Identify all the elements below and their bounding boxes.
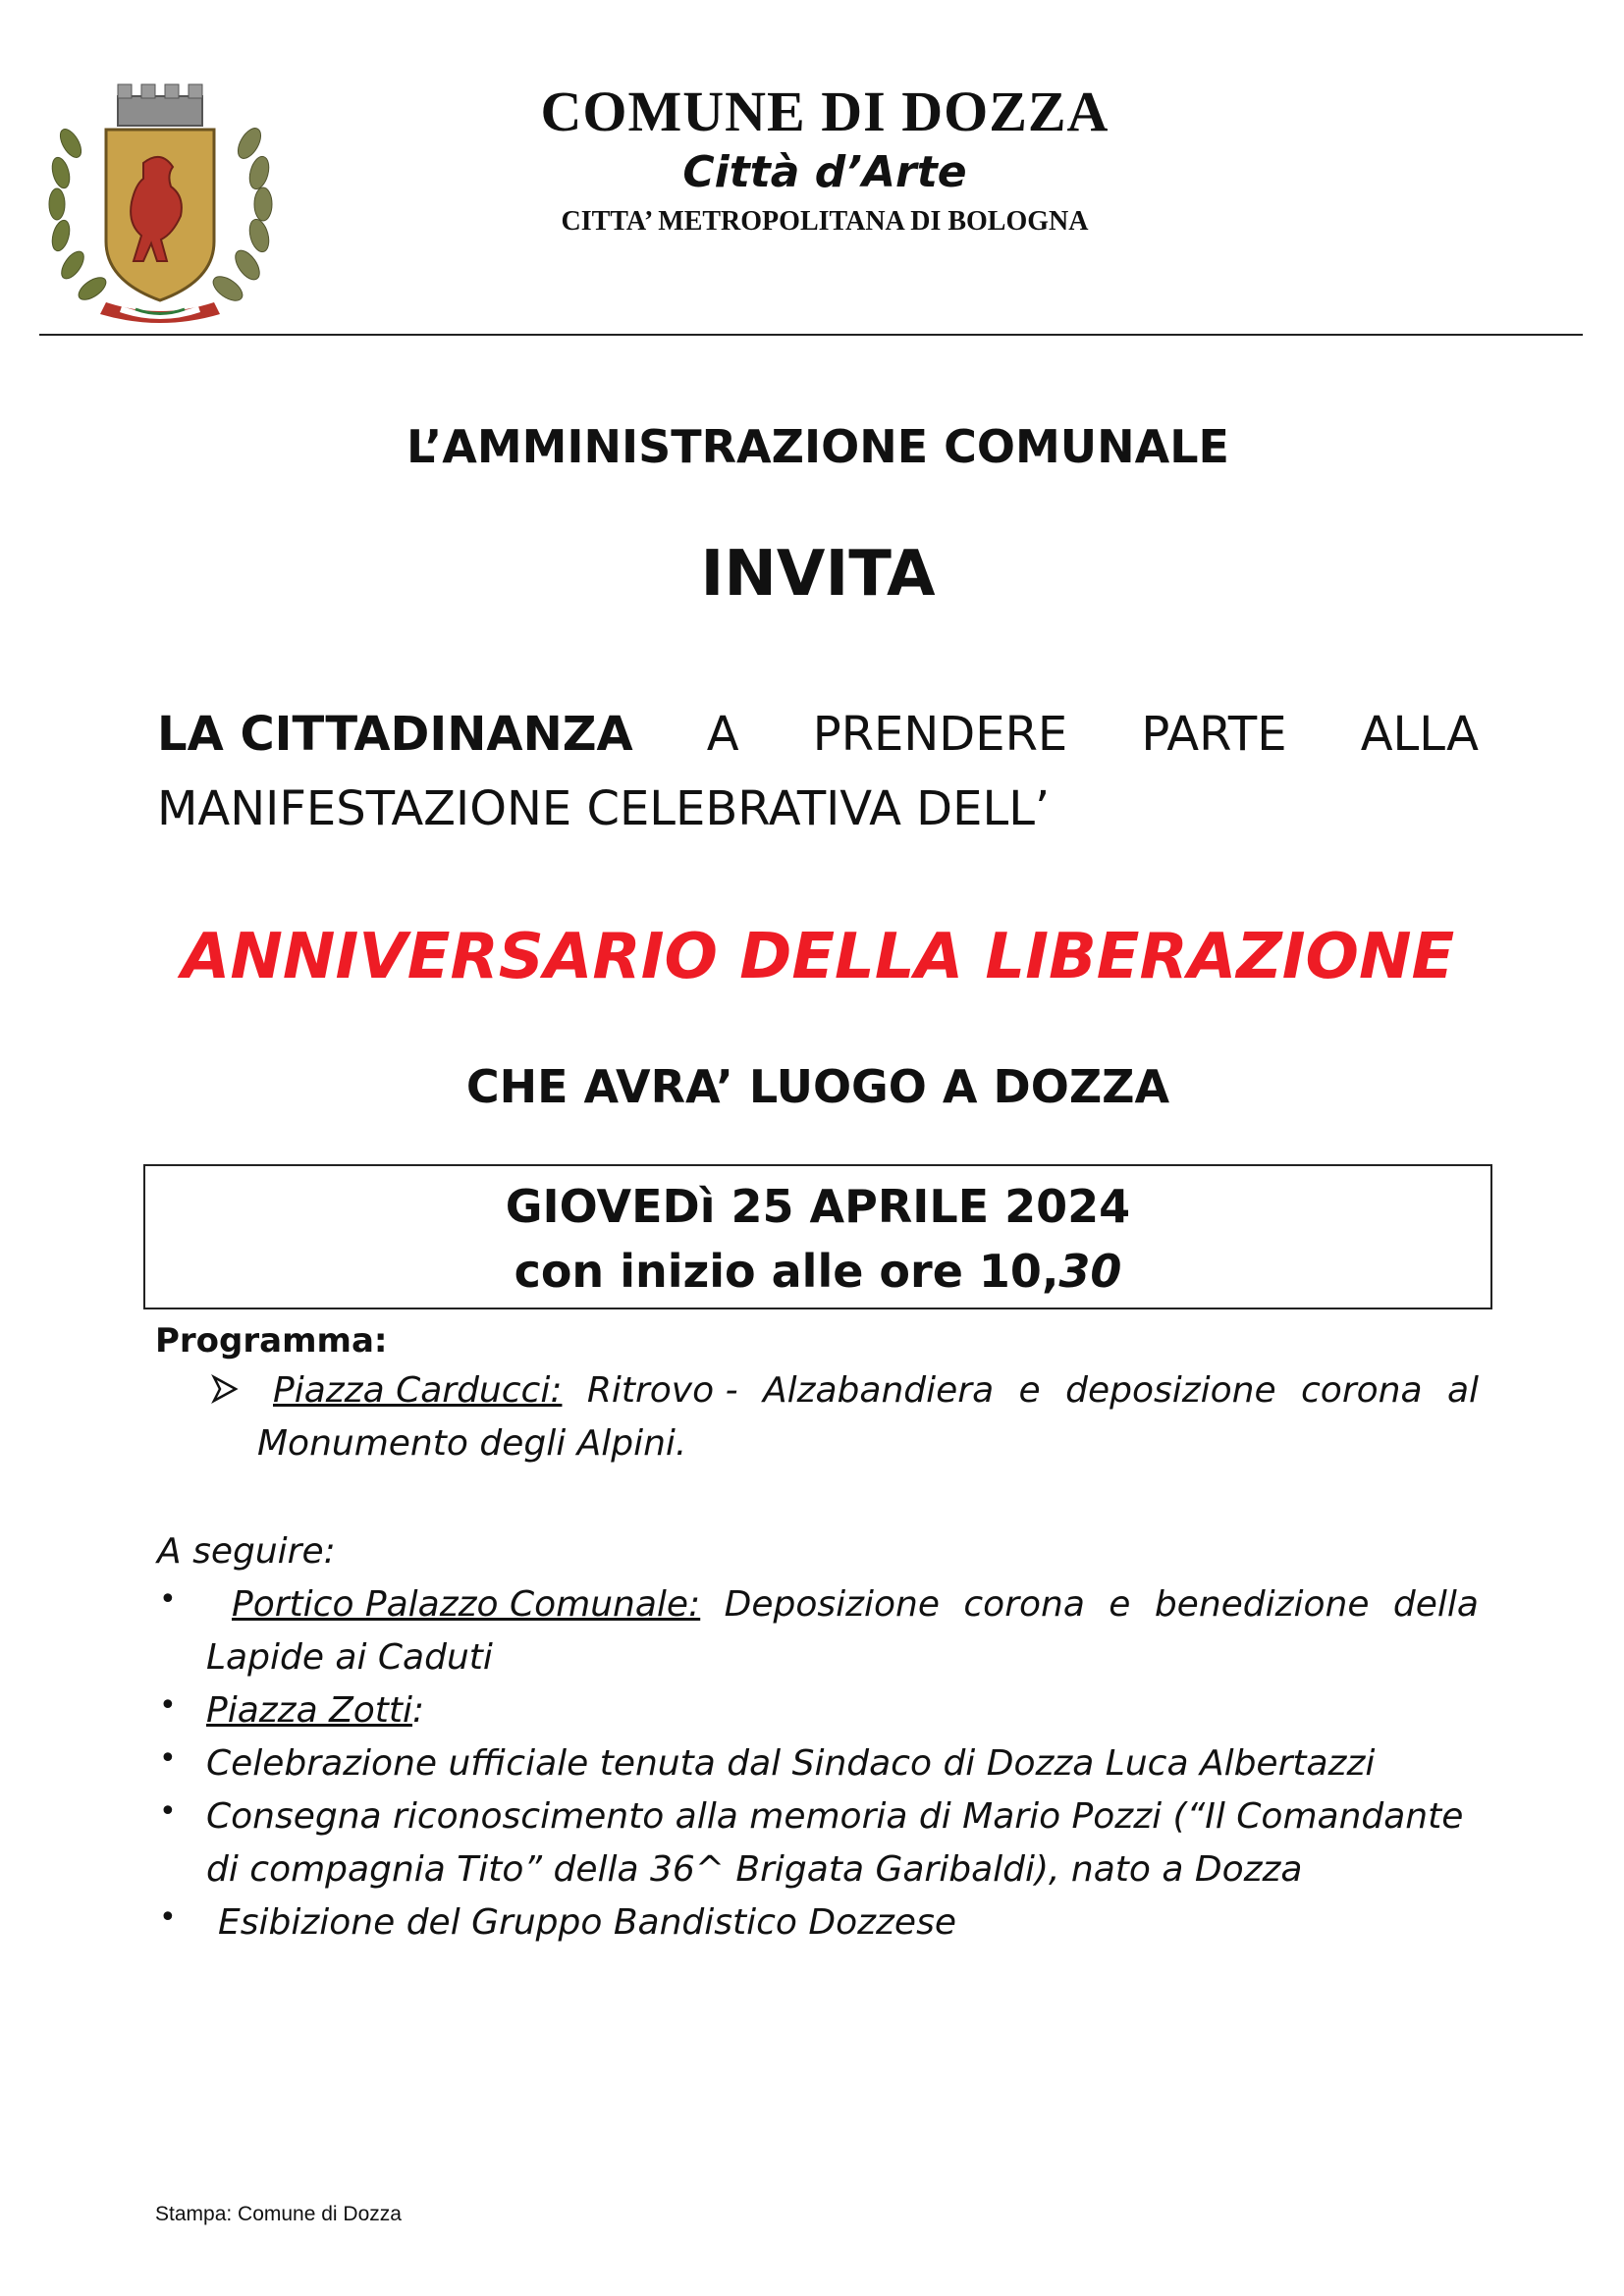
bullet-icon: • bbox=[159, 1900, 177, 1935]
coat-of-arms-logo bbox=[37, 75, 283, 330]
program-item-consegna: Consegna riconoscimento alla memoria di Mario Pozzi (“Il Comandante bbox=[206, 1796, 1464, 1837]
place-name: Portico Palazzo Comunale: bbox=[232, 1584, 701, 1625]
header-divider bbox=[39, 334, 1583, 336]
program-item-carducci-line2: Monumento degli Alpini. bbox=[257, 1423, 687, 1464]
invitation-word: PRENDERE bbox=[812, 707, 1068, 762]
program-item-zotti bbox=[206, 1684, 424, 1737]
item-word: benedizione bbox=[1154, 1584, 1370, 1625]
event-location: CHE AVRA’ LUOGO A DOZZA bbox=[465, 1060, 1170, 1113]
print-footer: Stampa: Comune di Dozza bbox=[155, 2203, 402, 2225]
invita-heading: INVITA bbox=[700, 538, 936, 611]
place-name: Piazza Zotti bbox=[206, 1690, 412, 1731]
item-word: corona bbox=[963, 1584, 1085, 1625]
program-item-esibizione: Esibizione del Gruppo Bandistico Dozzese bbox=[218, 1902, 956, 1943]
event-time-prefix: con inizio alle ore 10, bbox=[514, 1245, 1059, 1298]
invitation-word: ALLA bbox=[1360, 707, 1479, 762]
program-item-portico-line2: Lapide ai Caduti bbox=[206, 1637, 493, 1678]
item-word: e bbox=[1018, 1370, 1041, 1411]
follow-label: A seguire: bbox=[157, 1531, 336, 1572]
bullet-icon: • bbox=[159, 1688, 177, 1723]
item-word: deposizione bbox=[1065, 1370, 1276, 1411]
administration-heading: L’AMMINISTRAZIONE COMUNALE bbox=[406, 420, 1229, 473]
item-word: e bbox=[1109, 1584, 1131, 1625]
item-word: Deposizione bbox=[724, 1584, 940, 1625]
event-time bbox=[145, 1245, 1490, 1298]
item-colon: : bbox=[412, 1690, 425, 1731]
municipality-title: COMUNE DI DOZZA bbox=[540, 80, 1110, 143]
program-item-carducci bbox=[273, 1364, 1479, 1417]
program-title: Programma: bbox=[155, 1321, 388, 1361]
program-item-portico bbox=[232, 1578, 1479, 1631]
event-title: ANNIVERSARIO DELLA LIBERAZIONE bbox=[181, 921, 1455, 993]
invitation-bold: LA CITTADINANZA bbox=[157, 707, 633, 762]
invitation-text bbox=[157, 697, 1479, 846]
program-item-celebrazione: Celebrazione ufficiale tenuta dal Sindaco di Dozza Luca Albertazzi bbox=[206, 1743, 1376, 1784]
item-word: della bbox=[1392, 1584, 1479, 1625]
date-box bbox=[143, 1164, 1492, 1309]
arrow-bullet-icon bbox=[210, 1374, 240, 1404]
bullet-icon: • bbox=[159, 1794, 177, 1829]
municipality-subtitle: Città d’Arte bbox=[682, 147, 967, 197]
event-date: GIOVEDì 25 APRILE 2024 bbox=[505, 1180, 1131, 1233]
invitation-word: A bbox=[706, 707, 739, 762]
program-item-consegna-line2: di compagnia Tito” della 36^ Brigata Garibaldi), nato a Dozza bbox=[206, 1849, 1303, 1890]
item-word: Ritrovo - bbox=[586, 1370, 738, 1411]
bullet-icon: • bbox=[159, 1741, 177, 1776]
item-word: corona bbox=[1301, 1370, 1423, 1411]
item-word: al bbox=[1446, 1370, 1479, 1411]
bullet-icon: • bbox=[159, 1582, 177, 1617]
municipality-region: CITTA’ METROPOLITANA DI BOLOGNA bbox=[561, 206, 1089, 237]
invitation-line2: MANIFESTAZIONE CELEBRATIVA DELL’ bbox=[157, 781, 1051, 836]
item-word: Alzabandiera bbox=[762, 1370, 995, 1411]
place-name: Piazza Carducci: bbox=[273, 1370, 563, 1411]
event-time-suffix: 30 bbox=[1058, 1245, 1122, 1298]
invitation-word: PARTE bbox=[1141, 707, 1287, 762]
